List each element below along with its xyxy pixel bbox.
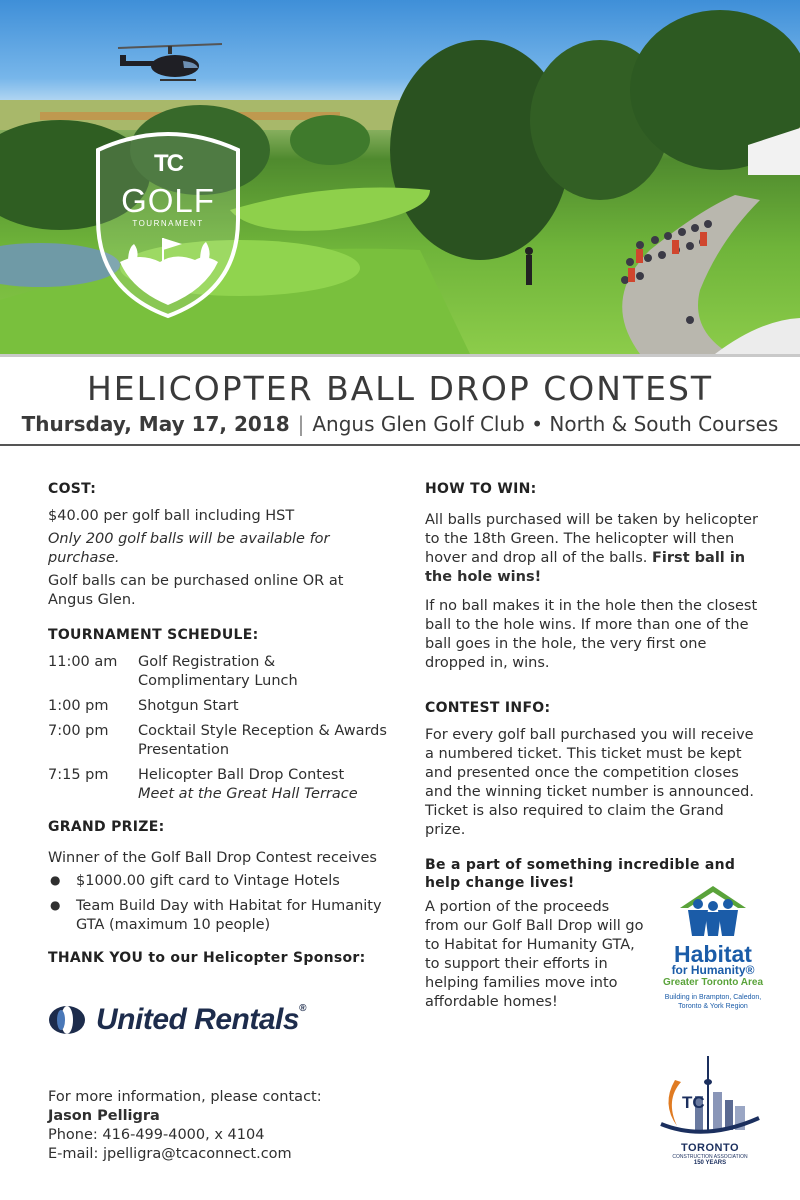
tca-name: TORONTO: [680, 1142, 740, 1154]
callout-text: A portion of the proceeds from our Golf Ball Drop will go to Habitat for Humanity GTA, to support their efforts in helping families move into affordable homes!: [425, 899, 644, 1010]
prize-item: ● $1000.00 gift card to Vintage Hotels: [48, 872, 388, 891]
badge-tc-mark: TC: [154, 150, 182, 177]
tca-years: 150 YEARS: [693, 1160, 727, 1166]
contest-info-text: For every golf ball purchased you will receive a numbered ticket. This ticket must be kept and presented once the competition closes and the winning ticket number is announced. Ticket is also required to claim the Grand prize.: [425, 727, 754, 838]
contest-info-heading: CONTEST INFO:: [425, 700, 551, 716]
schedule-list: [48, 653, 388, 804]
schedule-row: [48, 653, 388, 691]
prize-list: [48, 872, 388, 935]
cost-limit: Only 200 golf balls will be available for purchase.: [48, 531, 330, 566]
helicopter-icon: [118, 44, 222, 80]
schedule-time: 7:15 pm: [48, 767, 109, 783]
how-to-win-p1: All balls purchased will be taken by helicopter to the 18th Green. The helicopter will then hover and drop all of the balls.: [425, 512, 758, 566]
how-to-win-highlight: First ball in the hole wins!: [425, 550, 746, 585]
contact-phone: Phone: 416-499-4000, x 4104: [48, 1127, 265, 1143]
registered-mark: ®: [299, 1003, 306, 1014]
habitat-house-icon: [676, 882, 750, 938]
hero-photo: [0, 0, 800, 354]
schedule-row: [48, 766, 388, 804]
event-subtitle: [0, 412, 800, 436]
schedule-event: Golf Registration & Complimentary Lunch: [138, 654, 298, 689]
prize-intro: Winner of the Golf Ball Drop Contest receives: [48, 850, 377, 866]
habitat-logo: [658, 882, 768, 1011]
page-title: HELICOPTER BALL DROP CONTEST: [86, 369, 714, 408]
badge-tournament: TOURNAMENT: [132, 219, 204, 228]
how-to-win-heading: HOW TO WIN:: [425, 481, 537, 497]
schedule-time: 7:00 pm: [48, 723, 109, 739]
cost-price: $40.00 per golf ball including HST: [48, 508, 295, 524]
united-rentals-wordmark: [96, 1003, 306, 1037]
sponsor-heading: THANK YOU to our Helicopter Sponsor:: [48, 950, 366, 966]
badge-golf: GOLF: [121, 182, 215, 219]
schedule-row: [48, 722, 388, 760]
habitat-area-text: Building in Brampton, Caledon, Toronto & York Region: [664, 994, 762, 1010]
event-venue: Angus Glen Golf Club • North & South Courses: [312, 412, 779, 436]
habitat-sub: for Humanity®: [671, 963, 755, 977]
golf-course-illustration: [0, 0, 800, 354]
left-column: [48, 480, 388, 976]
schedule-event: Helicopter Ball Drop Contest: [138, 767, 345, 783]
habitat-name: Habitat: [674, 941, 752, 967]
united-rentals-name: United Rentals: [96, 1003, 300, 1036]
how-to-win-p2: If no ball makes it in the hole then the closest ball to the hole wins. If more than one of the ball goes in the hole, the very first one dropped in, wins.: [425, 598, 758, 671]
tca-logo: [655, 1052, 765, 1166]
cost-heading: COST:: [48, 481, 97, 497]
prize-heading: GRAND PRIZE:: [48, 819, 165, 835]
prize-item: ● Team Build Day with Habitat for Humanity GTA (maximum 10 people): [48, 897, 388, 935]
habitat-region: Greater Toronto Area: [662, 977, 764, 988]
callout-heading: Be a part of something incredible and help change lives!: [425, 857, 736, 891]
schedule-event: Cocktail Style Reception & Awards Presentation: [138, 723, 387, 758]
united-rentals-logo: [48, 1003, 306, 1037]
contact-name: Jason Pelligra: [48, 1108, 160, 1124]
schedule-event: Shotgun Start: [138, 698, 239, 714]
contact-email[interactable]: E-mail: jpelligra@tcaconnect.com: [48, 1146, 292, 1162]
tca-mark: TC: [682, 1093, 705, 1112]
toronto-skyline-icon: [655, 1052, 765, 1140]
contact-intro: For more information, please contact:: [48, 1089, 322, 1105]
contact-block: [48, 1088, 322, 1164]
tca-association: CONSTRUCTION ASSOCIATION: [672, 1154, 748, 1160]
event-date: Thursday, May 17, 2018: [21, 412, 290, 436]
united-rentals-mark-icon: [48, 1005, 86, 1035]
cost-purchase: Golf balls can be purchased online OR at Angus Glen.: [48, 573, 344, 608]
schedule-note: Meet at the Great Hall Terrace: [138, 786, 358, 802]
schedule-time: 1:00 pm: [48, 698, 109, 714]
schedule-row: [48, 697, 388, 716]
schedule-heading: TOURNAMENT SCHEDULE:: [48, 627, 259, 643]
schedule-time: 11:00 am: [48, 654, 118, 670]
how-to-win-text: [425, 511, 765, 587]
title-block: [0, 354, 800, 446]
subtitle-separator: |: [297, 412, 305, 436]
schedule-event-group: [138, 766, 388, 804]
